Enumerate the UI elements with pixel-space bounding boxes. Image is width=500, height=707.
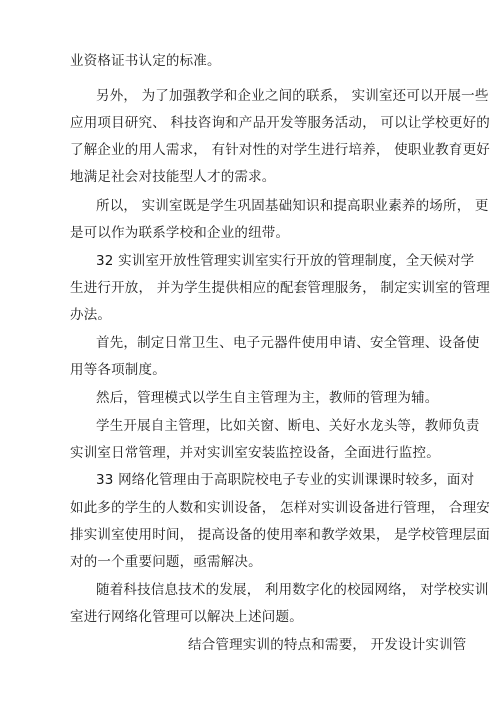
text-line: 业资格证书认定的标准。: [70, 53, 221, 69]
text-line: 对的一个重要问题，亟需解决。: [70, 554, 262, 570]
text-line: 是可以作为联系学校和企业的纽带。: [70, 225, 290, 241]
text-line: 随着科技信息技术的发展， 利用数字化的校园网络， 对学校实训: [96, 582, 489, 598]
text-line: 首先，制定日常卫生、电子元器件使用申请、安全管理、设备使: [96, 335, 480, 351]
text-line: 32 实训室开放性管理实训室实行开放的管理制度，全天候对学: [96, 253, 475, 269]
text-line: 学生开展自主管理，比如关窗、断电、关好水龙头等，教师负责: [96, 418, 480, 434]
text-line: 所以， 实训室既是学生巩固基础知识和提高职业素养的场所， 更: [96, 198, 489, 214]
text-line: 如此多的学生的人数和实训设备， 怎样对实训设备进行管理， 合理安: [70, 500, 490, 516]
text-line: 另外， 为了加强教学和企业之间的联系， 实训室还可以开展一些: [96, 88, 489, 104]
text-line: 排实训室使用时间， 提高设备的使用率和教学效果， 是学校管理层面: [70, 527, 490, 543]
text-line: 实训室日常管理，并对实训室安装监控设备，全面进行监控。: [70, 445, 440, 461]
text-line: 地满足社会对技能型人才的需求。: [70, 169, 276, 185]
text-line: 然后，管理模式以学生自主管理为主，教师的管理为辅。: [96, 390, 439, 406]
text-line: 室进行网络化管理可以解决上述问题。: [70, 609, 303, 625]
text-line: 了解企业的用人需求， 有针对性的对学生进行培养， 使职业教育更好: [70, 142, 490, 158]
text-line: 应用项目研究、 科技咨询和产品开发等服务活动， 可以让学校更好的: [70, 115, 490, 131]
text-line: 用等各项制度。: [70, 362, 166, 378]
text-line: 33 网络化管理由于高职院校电子专业的实训课课时较多，面对: [96, 472, 475, 488]
text-line: 结合管理实训的特点和需要， 开发设计实训管: [188, 637, 467, 653]
text-line: 生进行开放， 并为学生提供相应的配套管理服务， 制定实训室的管理: [70, 280, 490, 296]
text-line: 办法。: [70, 307, 112, 323]
